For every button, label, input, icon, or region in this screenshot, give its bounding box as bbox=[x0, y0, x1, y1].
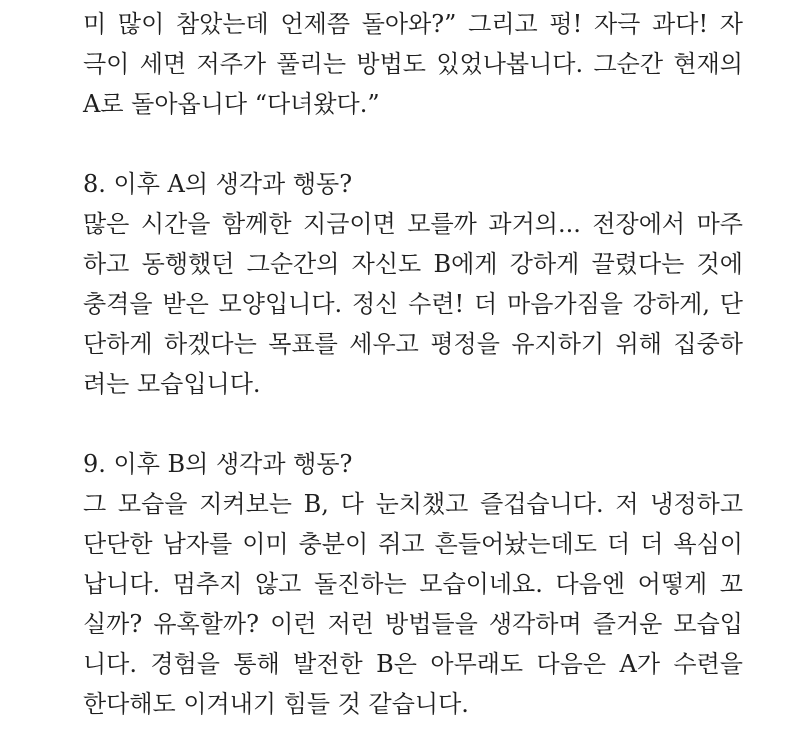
section-8-heading: 8. 이후 A의 생각과 행동? bbox=[83, 170, 353, 198]
paragraph-spacer bbox=[83, 124, 743, 164]
text-line: 한다해도 이겨내기 힘들 것 같습니다. bbox=[83, 690, 469, 718]
text-line: 미 많이 참았는데 언제쯤 돌아와?” 그리고 펑! 자극 과다! 자 bbox=[83, 10, 743, 38]
text-line: 단단한 남자를 이미 충분이 쥐고 흔들어놨는데도 더 더 욕심이 bbox=[83, 530, 743, 558]
text-line: A로 돌아옵니다 “다녀왔다.” bbox=[83, 90, 380, 118]
paragraph-spacer bbox=[83, 404, 743, 444]
text-line: 그 모습을 지켜보는 B, 다 눈치챘고 즐겁습니다. 저 냉정하고 bbox=[83, 490, 743, 518]
text-line: 납니다. 멈추지 않고 돌진하는 모습이네요. 다음엔 어떻게 꼬 bbox=[83, 570, 743, 598]
text-line: 충격을 받은 모양입니다. 정신 수련! 더 마음가짐을 강하게, 단 bbox=[83, 290, 743, 318]
document-body bbox=[83, 4, 743, 724]
section-8 bbox=[83, 164, 743, 404]
text-line: 실까? 유혹할까? 이런 저런 방법들을 생각하며 즐거운 모습입 bbox=[83, 610, 743, 638]
text-line: 단하게 하겠다는 목표를 세우고 평정을 유지하기 위해 집중하 bbox=[83, 330, 743, 358]
text-line: 하고 동행했던 그순간의 자신도 B에게 강하게 끌렸다는 것에 bbox=[83, 250, 743, 278]
intro-paragraph bbox=[83, 4, 743, 124]
text-line: 많은 시간을 함께한 지금이면 모를까 과거의... 전장에서 마주 bbox=[83, 210, 743, 238]
section-9-heading: 9. 이후 B의 생각과 행동? bbox=[83, 450, 353, 478]
text-line: 려는 모습입니다. bbox=[83, 370, 261, 398]
text-line: 니다. 경험을 통해 발전한 B은 아무래도 다음은 A가 수련을 bbox=[83, 650, 743, 678]
section-9 bbox=[83, 444, 743, 724]
text-line: 극이 세면 저주가 풀리는 방법도 있었나봅니다. 그순간 현재의 bbox=[83, 50, 743, 78]
